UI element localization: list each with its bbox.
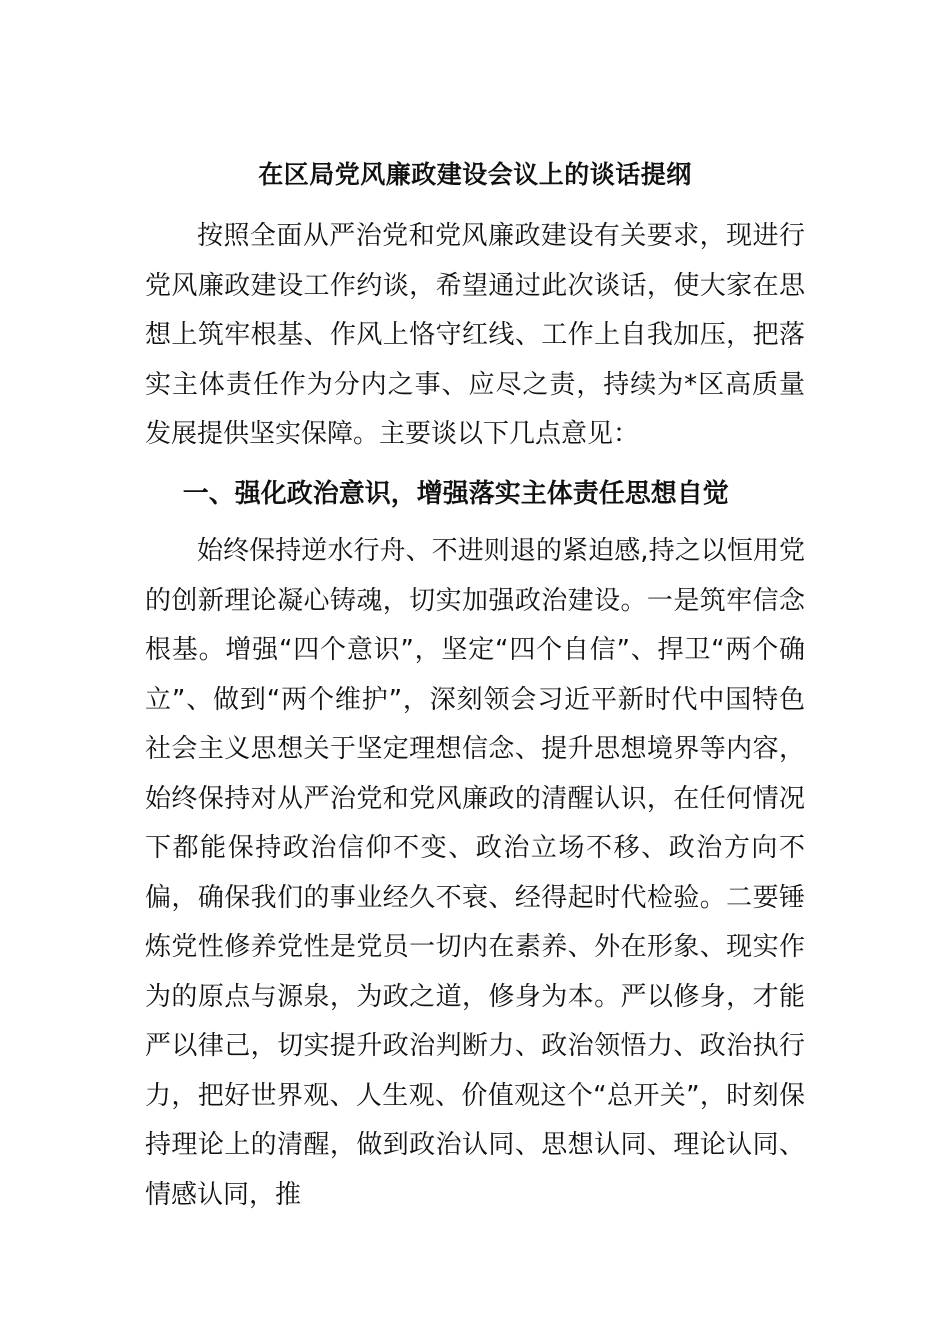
section-heading-1: 一、强化政治意识，增强落实主体责任思想自觉 (182, 479, 729, 509)
intro-paragraph: 按照全面从严治党和党风廉政建设有关要求，现进行党风廉政建设工作约谈，希望通过此次谈话，使大家在思想上筑牢根基、作风上恪守红线、工作上自我加压，把落实主体责任作为分内之事、应尽之责，持续为*区高质量发展提供坚实保障。主要谈以下几点意见： (145, 221, 805, 449)
document-title: 在区局党风廉政建设会议上的谈话提纲 (258, 160, 692, 189)
section-1-paragraph: 始终保持逆水行舟、不进则退的紧迫感,持之以恒用党的创新理论凝心铸魂，切实加强政治建设。一是筑牢信念根基。增强“四个意识”，坚定“四个自信”、捍卫“两个确立”、做到“两个维护”，深刻领会习近平新时代中国特色社会主义思想关于坚定理想信念、提升思想境界等内容，始终保持对从严治党和党风廉政的清醒认识，在任何情况下都能保持政治信仰不变、政治立场不移、政治方向不偏，确保我们的事业经久不衰、经得起时代检验。二要锤炼党性修养党性是党员一切内在素养、外在形象、现实作为的原点与源泉，为政之道，修身为本。严以修身，才能严以律己，切实提升政治判断力、政治领悟力、政治执行力，把好世界观、人生观、价值观这个“总开关”，时刻保持理论上的清醒，做到政治认同、思想认同、理论认同、情感认同，推 (145, 536, 805, 1210)
